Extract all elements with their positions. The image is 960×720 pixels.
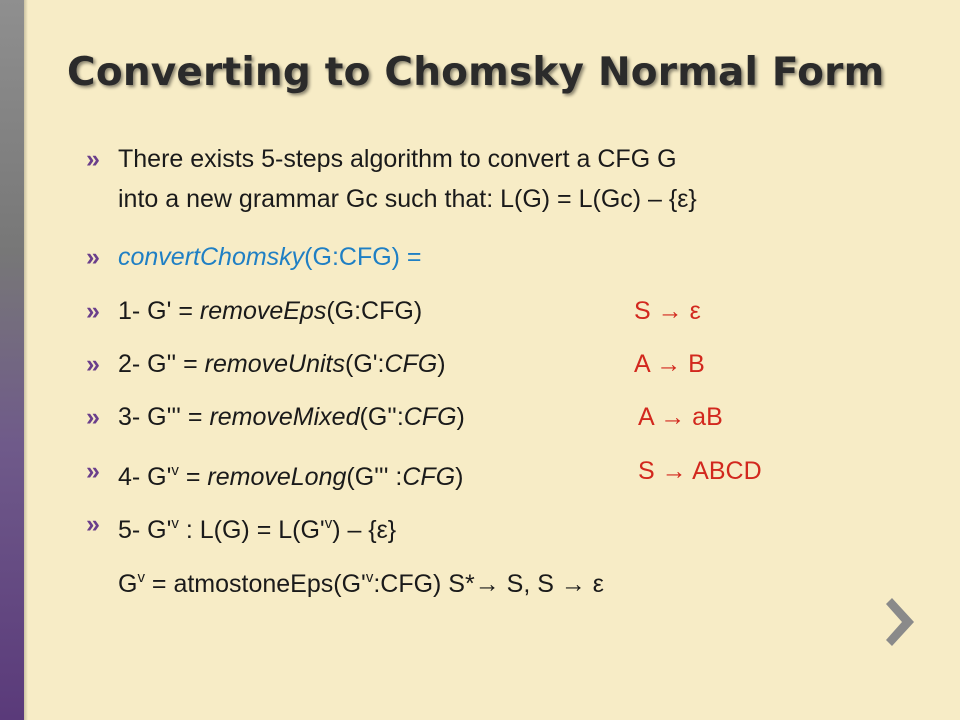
bullet-text (118, 561, 604, 601)
superscript: v (171, 515, 179, 532)
chevron-right-icon[interactable] (878, 592, 928, 652)
superscript: v (365, 569, 374, 586)
function-name: convertChomsky (118, 243, 305, 271)
superscript: v (171, 462, 179, 479)
superscript: v (324, 515, 333, 532)
type-name: CFG (403, 403, 457, 431)
close-paren: ) (456, 403, 465, 431)
bullet-text (118, 454, 463, 494)
bullet-text: into a new grammar Gc such that: L(G) = L(Gc) – {ε} (118, 185, 697, 213)
production-rule: S → ε (634, 297, 701, 325)
bullet-text (118, 240, 422, 274)
function-name: removeEps (199, 297, 327, 325)
bullet-marker: » (86, 243, 100, 271)
bullet-text (118, 347, 446, 381)
close-paren: ) (437, 350, 446, 378)
close-paren: ) (455, 463, 464, 491)
bullet-text (118, 400, 465, 434)
step-prefix: 2- G'' = (118, 350, 205, 378)
function-args: (G''' : (346, 463, 403, 491)
type-name: CFG (384, 350, 438, 378)
function-args: (G'': (359, 403, 404, 431)
function-name: removeUnits (204, 350, 345, 378)
superscript: v (137, 569, 145, 586)
step-prefix: 4- G' (118, 463, 172, 491)
production-rule: A → aB (638, 403, 723, 431)
function-name: removeMixed (209, 403, 360, 431)
bullet-marker: » (86, 403, 100, 431)
language-equation: : L(G) = L(G' (178, 516, 325, 544)
function-name: removeLong (207, 463, 347, 491)
function-args: (G:CFG) (326, 297, 423, 325)
side-accent-bar (0, 0, 24, 720)
bullet-marker: » (86, 297, 100, 325)
function-args: (G': (345, 350, 385, 378)
equals-sign: = (178, 463, 208, 491)
step-prefix: 3- G''' = (118, 403, 210, 431)
step-prefix: 1- G' = (118, 297, 200, 325)
bullet-marker: » (86, 457, 100, 485)
bullet-text (118, 294, 422, 328)
bullet-marker: » (86, 145, 100, 173)
slide-title: Converting to Chomsky Normal Form (67, 50, 885, 95)
type-name: CFG (402, 463, 456, 491)
bullet-marker: » (86, 350, 100, 378)
production-rule: A → B (634, 350, 705, 378)
bullet-text (118, 507, 396, 547)
function-call-end: :CFG) S*→ S, S → ε (373, 570, 604, 598)
bullet-marker: » (86, 510, 100, 538)
language-equation-end: ) – {ε} (332, 516, 397, 544)
function-call: = atmostoneEps(G' (144, 570, 366, 598)
grammar-name: G (118, 570, 138, 598)
step-prefix: 5- G' (118, 516, 172, 544)
bullet-text: There exists 5-steps algorithm to convert a CFG G (118, 145, 677, 173)
function-args: (G:CFG) = (304, 243, 422, 271)
production-rule: S → ABCD (638, 457, 762, 485)
